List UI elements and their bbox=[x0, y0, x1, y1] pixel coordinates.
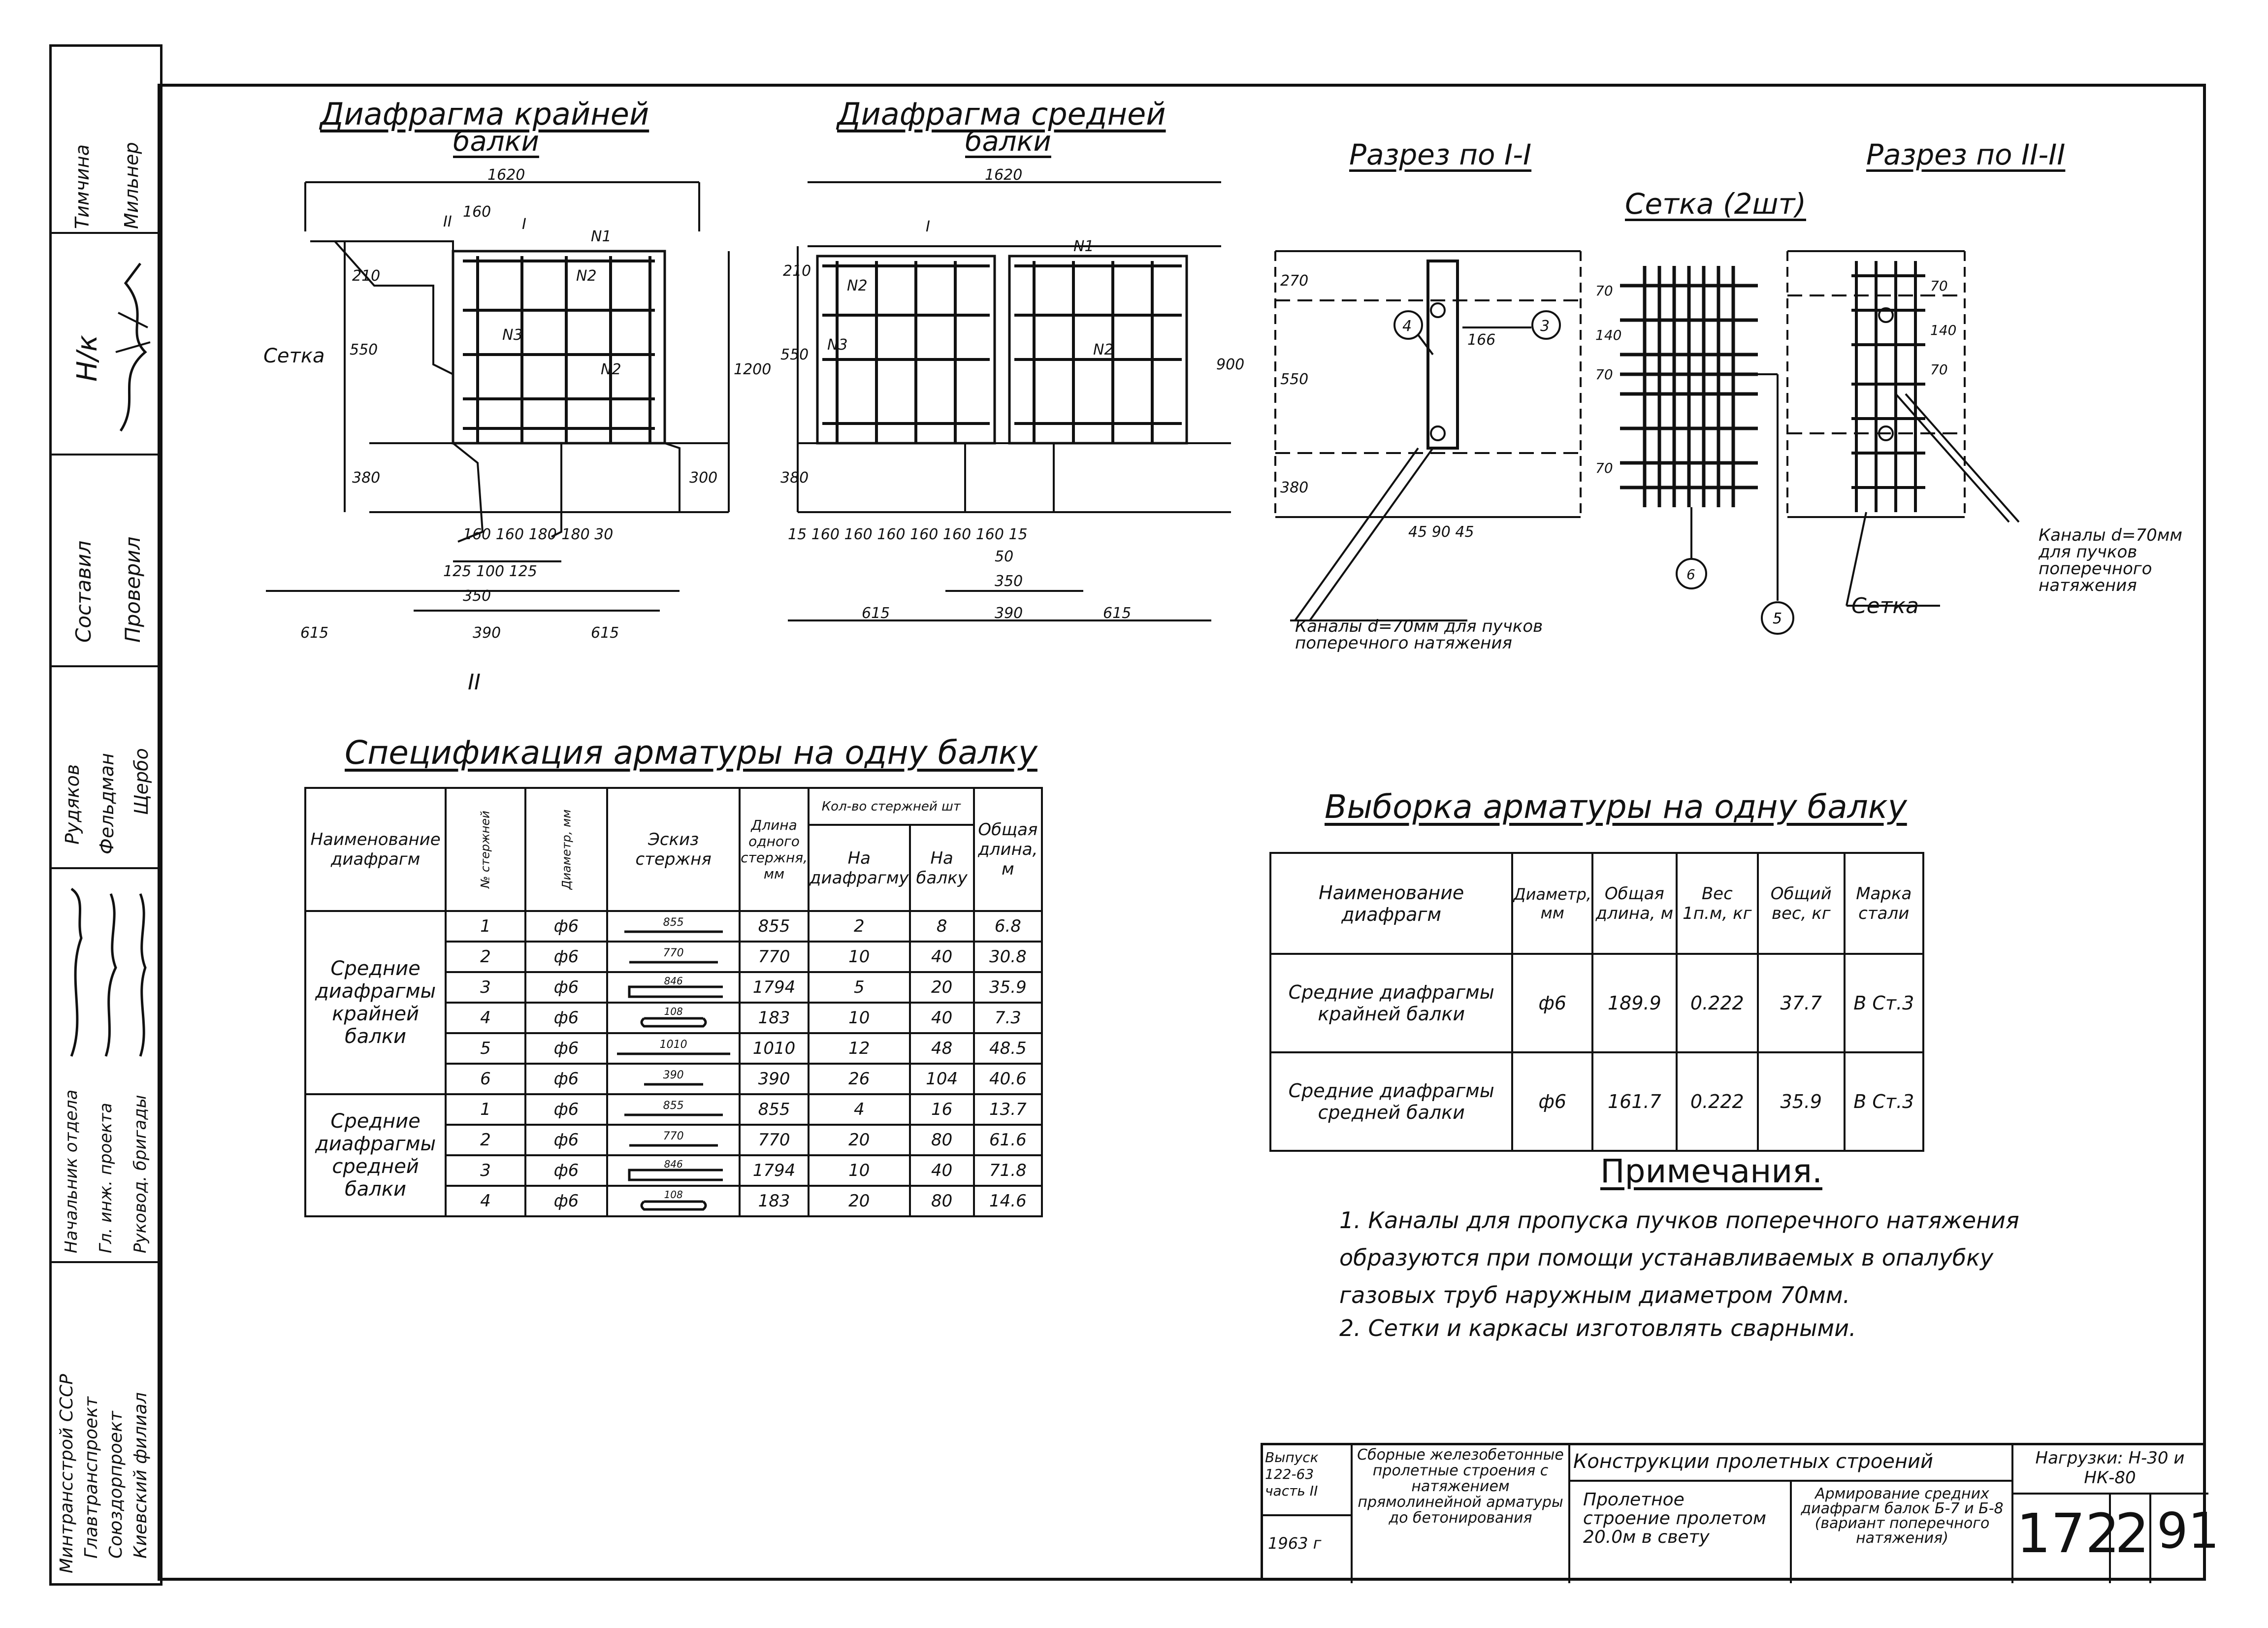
spec-cell: ф6 bbox=[525, 911, 608, 942]
stamp-org-2: Главтранспроект bbox=[81, 1397, 101, 1559]
spec-cell: 26 bbox=[809, 1064, 910, 1094]
outer-title-line1: Диафрагма крайней bbox=[320, 96, 649, 132]
section1-title: Разрез по I-I bbox=[1349, 138, 1532, 171]
outer-dim-1620: 1620 bbox=[487, 167, 525, 184]
stamp-compiled: Составил bbox=[71, 540, 96, 643]
spec-table-title: Спецификация арматуры на одну балку bbox=[345, 734, 1037, 772]
stamp-person-3: Щербо bbox=[130, 748, 152, 815]
spec-sketch bbox=[607, 1003, 740, 1033]
stamp-person-1: Рудяков bbox=[62, 764, 83, 845]
spec-cell: 855 bbox=[740, 911, 809, 942]
outer-label-n3: N3 bbox=[502, 326, 523, 344]
spec-cell: 8 bbox=[910, 911, 974, 942]
section2-dim-140: 140 bbox=[1930, 322, 1957, 338]
spec-cell: 770 bbox=[740, 942, 809, 972]
spec-table bbox=[304, 787, 1043, 1217]
select-cell: 0.222 bbox=[1677, 1052, 1758, 1151]
middle-dim-210: 210 bbox=[783, 262, 811, 280]
outer-dim-125: 125 100 125 bbox=[443, 563, 537, 580]
spec-h-name: Наименование диафрагм bbox=[305, 788, 446, 911]
outer-title-line2: балки bbox=[453, 126, 539, 158]
bar-sketch bbox=[624, 1111, 723, 1118]
tb-sheet-title: Армирование средних диафрагм балок Б-7 и Б-8 (вариант поперечного натяжения) bbox=[1801, 1485, 2004, 1547]
spec-sketch bbox=[607, 1125, 740, 1155]
tb-issue: Выпуск 122-63 часть II bbox=[1265, 1449, 1319, 1499]
table-row bbox=[1270, 954, 1923, 1052]
outer-dim-1200: 1200 bbox=[734, 361, 772, 378]
select-cell: 0.222 bbox=[1677, 954, 1758, 1052]
stamp-person-2: Фельдман bbox=[96, 753, 118, 854]
spec-group-2-name: Средние диафрагмы средней балки bbox=[305, 1094, 446, 1216]
tb-vline-1 bbox=[1351, 1445, 1353, 1583]
outer-label-n2b: N2 bbox=[601, 361, 621, 378]
spec-cell: 80 bbox=[910, 1186, 974, 1216]
sketch-label: 108 bbox=[664, 1006, 683, 1017]
select-h-name: Наименование диафрагм bbox=[1270, 853, 1512, 954]
section2-setka-label: Сетка bbox=[1851, 593, 1919, 619]
spec-cell: ф6 bbox=[525, 1094, 608, 1125]
outer-dim-row: 160 160 180 180 30 bbox=[463, 526, 614, 543]
select-cell: ф6 bbox=[1512, 1052, 1592, 1151]
side-stamp bbox=[49, 44, 162, 1586]
spec-sketch bbox=[607, 1186, 740, 1216]
setka-dim-140: 140 bbox=[1595, 327, 1622, 343]
bar-sketch bbox=[617, 1050, 730, 1057]
spec-cell: 16 bbox=[910, 1094, 974, 1125]
spec-cell: 20 bbox=[809, 1125, 910, 1155]
spec-cell: 20 bbox=[809, 1186, 910, 1216]
tb-year: 1963 г bbox=[1268, 1534, 1322, 1553]
spec-cell: 40 bbox=[910, 1003, 974, 1033]
stamp-row-4 bbox=[52, 667, 160, 869]
spec-cell: 7.3 bbox=[974, 1003, 1042, 1033]
stamp-row-1 bbox=[52, 47, 160, 234]
spec-cell: 6.8 bbox=[974, 911, 1042, 942]
section2-dim-70: 70 bbox=[1930, 278, 1948, 294]
section1-callout-4: 4 bbox=[1402, 318, 1412, 335]
spec-cell: 12 bbox=[809, 1033, 910, 1064]
select-h-weight: Вес 1п.м, кг bbox=[1677, 853, 1758, 954]
spec-h-total: Общая длина, м bbox=[974, 788, 1042, 911]
spec-cell: 5 bbox=[809, 972, 910, 1003]
spec-h-length: Длина одного стержня, мм bbox=[740, 788, 809, 911]
spec-cell: 770 bbox=[740, 1125, 809, 1155]
spec-cell: 1 bbox=[446, 1094, 525, 1125]
spec-sketch bbox=[607, 1033, 740, 1064]
table-row bbox=[305, 1094, 1042, 1125]
spec-h-diam bbox=[525, 788, 608, 911]
outer-diaphragm-drawing bbox=[246, 167, 788, 714]
stamp-name-1: Тимчина bbox=[71, 144, 93, 229]
middle-dim-380: 380 bbox=[780, 469, 809, 487]
spec-cell: 104 bbox=[910, 1064, 974, 1094]
spec-cell: 2 bbox=[446, 1125, 525, 1155]
select-h-total-weight: Общий вес, кг bbox=[1758, 853, 1844, 954]
outer-dim-380: 380 bbox=[352, 469, 381, 487]
middle-dim-615a: 615 bbox=[862, 605, 890, 622]
spec-cell: 183 bbox=[740, 1186, 809, 1216]
section1-dim-bottom: 45 90 45 bbox=[1408, 523, 1474, 541]
tb-vline-4 bbox=[2011, 1445, 2013, 1583]
setka-dim-70: 70 bbox=[1595, 283, 1613, 299]
spec-cell: 40 bbox=[910, 1155, 974, 1186]
middle-dim-550: 550 bbox=[780, 346, 809, 363]
select-cell: 161.7 bbox=[1592, 1052, 1676, 1151]
hook-sketch bbox=[639, 1016, 708, 1029]
middle-dim-1620: 1620 bbox=[985, 167, 1023, 184]
spec-group-1-name: Средние диафрагмы крайней балки bbox=[305, 911, 446, 1094]
spec-cell: 40.6 bbox=[974, 1064, 1042, 1094]
spec-cell: 855 bbox=[740, 1094, 809, 1125]
middle-dim-615b: 615 bbox=[1103, 605, 1132, 622]
sketch-label: 855 bbox=[663, 1100, 684, 1112]
spec-cell: 10 bbox=[809, 942, 910, 972]
tb-divider-issue bbox=[1263, 1514, 1351, 1516]
spec-h-sketch: Эскиз стержня bbox=[607, 788, 740, 911]
spec-cell: 4 bbox=[809, 1094, 910, 1125]
spec-cell: 10 bbox=[809, 1003, 910, 1033]
select-table bbox=[1269, 852, 1924, 1152]
spec-cell: 1794 bbox=[740, 972, 809, 1003]
select-cell: 189.9 bbox=[1592, 954, 1676, 1052]
spec-cell: 1794 bbox=[740, 1155, 809, 1186]
middle-title-line1: Диафрагма средней bbox=[837, 96, 1166, 132]
tb-code1: 172 bbox=[2016, 1502, 2120, 1565]
middle-label-n3: N3 bbox=[827, 336, 848, 354]
table-row bbox=[1270, 1052, 1923, 1151]
spec-cell: 71.8 bbox=[974, 1155, 1042, 1186]
setka-dim-70c: 70 bbox=[1595, 460, 1613, 476]
select-cell: 37.7 bbox=[1758, 954, 1844, 1052]
select-cell: ф6 bbox=[1512, 954, 1592, 1052]
spec-cell: ф6 bbox=[525, 1003, 608, 1033]
spec-cell: 13.7 bbox=[974, 1094, 1042, 1125]
spec-cell: 80 bbox=[910, 1125, 974, 1155]
outer-dim-ii-bottom: II bbox=[468, 670, 481, 695]
spec-cell: ф6 bbox=[525, 1064, 608, 1094]
spec-h-num-text: № стержней bbox=[478, 811, 492, 888]
spec-h-count: Кол-во стержней шт bbox=[809, 788, 974, 825]
spec-sketch bbox=[607, 972, 740, 1003]
sketch-label: 390 bbox=[663, 1069, 684, 1081]
section1-dim-380: 380 bbox=[1280, 479, 1309, 496]
bar-sketch bbox=[629, 1142, 718, 1149]
middle-dim-row: 15 160 160 160 160 160 160 15 bbox=[788, 526, 1028, 543]
spec-h-num bbox=[446, 788, 525, 911]
middle-diaphragm-subtitle bbox=[965, 126, 1051, 158]
spec-cell: 30.8 bbox=[974, 942, 1042, 972]
middle-diaphragm-drawing bbox=[778, 167, 1246, 660]
spec-cell: 3 bbox=[446, 972, 525, 1003]
signature-image bbox=[111, 254, 155, 441]
bar-sketch bbox=[624, 928, 723, 935]
spec-cell: ф6 bbox=[525, 972, 608, 1003]
note-2: 2. Сетки и каркасы изготовлять сварными. bbox=[1339, 1315, 1856, 1341]
note-1: 1. Каналы для пропуска пучков поперечного натяжения образуются при помощи устанавливаемых в опалубку газовых труб наружным диаметром 70мм. bbox=[1339, 1207, 2019, 1308]
spec-cell: 48.5 bbox=[974, 1033, 1042, 1064]
stamp-org-3: Союздорпроект bbox=[106, 1411, 126, 1559]
outer-dim-615a: 615 bbox=[300, 624, 329, 642]
stamp-role-1: Начальник отдела bbox=[62, 1089, 81, 1253]
loop-sketch bbox=[624, 1169, 723, 1181]
middle-dim-900: 900 bbox=[1216, 356, 1245, 373]
middle-dim-i: I bbox=[926, 218, 930, 235]
outer-label-n2: N2 bbox=[576, 267, 597, 285]
spec-cell: 2 bbox=[809, 911, 910, 942]
outer-dim-210: 210 bbox=[352, 267, 381, 285]
outer-dim-ii: II bbox=[443, 213, 452, 230]
spec-cell: ф6 bbox=[525, 1155, 608, 1186]
spec-cell: 61.6 bbox=[974, 1125, 1042, 1155]
bar-sketch bbox=[644, 1081, 703, 1088]
select-cell-name: Средние диафрагмы средней балки bbox=[1270, 1052, 1512, 1151]
tb-series: Сборные железобетонные пролетные строения с натяжением прямолинейной арматуры до бетонирования bbox=[1357, 1446, 1564, 1527]
setka-callout-5: 5 bbox=[1773, 610, 1782, 627]
middle-dim-50: 50 bbox=[995, 548, 1014, 565]
outer-dim-160: 160 bbox=[463, 203, 491, 221]
spec-h-diam-text: Диаметр, мм bbox=[559, 809, 573, 890]
outer-dim-390: 390 bbox=[473, 624, 501, 642]
setka-callout-6: 6 bbox=[1686, 566, 1695, 583]
spec-cell: 20 bbox=[910, 972, 974, 1003]
outer-setka-label: Сетка bbox=[263, 345, 325, 367]
middle-label-n1: N1 bbox=[1073, 238, 1094, 255]
sketch-label: 846 bbox=[664, 1158, 683, 1170]
spec-cell: 5 bbox=[446, 1033, 525, 1064]
tb-vline-2 bbox=[1568, 1445, 1570, 1583]
select-table-title: Выборка арматуры на одну балку bbox=[1325, 788, 1907, 826]
spec-cell: 183 bbox=[740, 1003, 809, 1033]
spec-cell: 1 bbox=[446, 911, 525, 942]
stamp-name-2: Мильнер bbox=[121, 142, 142, 229]
notes-title: Примечания. bbox=[1600, 1152, 1822, 1190]
tb-vline-5 bbox=[2109, 1493, 2111, 1583]
middle-dim-350: 350 bbox=[995, 573, 1023, 590]
spec-cell: 4 bbox=[446, 1003, 525, 1033]
table-row bbox=[305, 911, 1042, 942]
section1-note: Каналы d=70мм для пучков поперечного натяжения bbox=[1295, 617, 1543, 653]
spec-cell: ф6 bbox=[525, 1186, 608, 1216]
section2-dim-70b: 70 bbox=[1930, 361, 1948, 378]
loop-sketch bbox=[624, 985, 723, 998]
select-cell: В Ст.3 bbox=[1845, 954, 1923, 1052]
spec-cell: 35.9 bbox=[974, 972, 1042, 1003]
stamp-row-2 bbox=[52, 234, 160, 456]
setka-drawing bbox=[1590, 256, 1778, 630]
spec-cell: 10 bbox=[809, 1155, 910, 1186]
tb-vline-3 bbox=[1790, 1480, 1792, 1583]
stamp-row-6 bbox=[52, 1263, 160, 1583]
sketch-label: 108 bbox=[664, 1189, 683, 1201]
middle-label-n2b: N2 bbox=[1093, 341, 1114, 358]
section2-title: Разрез по II-II bbox=[1866, 138, 2066, 171]
outer-dim-615b: 615 bbox=[591, 624, 619, 642]
tb-sheet: 91 bbox=[2157, 1502, 2220, 1560]
stamp-checked: Проверил bbox=[121, 536, 145, 643]
spec-sketch bbox=[607, 911, 740, 942]
tb-structure: Пролетное строение пролетом 20.0м в свету bbox=[1583, 1490, 1767, 1547]
section1-callout-3: 3 bbox=[1540, 318, 1550, 335]
tb-vline-6 bbox=[2149, 1493, 2151, 1583]
spec-h-per-diaphragm: На диафрагму bbox=[809, 825, 910, 911]
title-block bbox=[1261, 1443, 2220, 1581]
spec-sketch bbox=[607, 942, 740, 972]
tb-loads: Нагрузки: Н-30 и НК-80 bbox=[2035, 1448, 2185, 1488]
select-cell: В Ст.3 bbox=[1845, 1052, 1923, 1151]
hook-sketch bbox=[639, 1199, 708, 1212]
middle-label-n2: N2 bbox=[847, 277, 868, 294]
outer-dim-350: 350 bbox=[463, 587, 491, 605]
stamp-row-5 bbox=[52, 869, 160, 1263]
stamp-role-3: Руковод. бригады bbox=[130, 1095, 150, 1253]
sketch-label: 855 bbox=[663, 916, 684, 929]
outer-dim-i: I bbox=[522, 216, 526, 233]
select-h-steel: Марка стали bbox=[1845, 853, 1923, 954]
spec-cell: ф6 bbox=[525, 1125, 608, 1155]
outer-label-n1: N1 bbox=[591, 228, 612, 245]
tb-code2: 2 bbox=[2115, 1502, 2149, 1565]
setka-title: Сетка (2шт) bbox=[1625, 187, 1806, 221]
section1-dim-270: 270 bbox=[1280, 272, 1309, 290]
spec-cell: 2 bbox=[446, 942, 525, 972]
spec-cell: 40 bbox=[910, 942, 974, 972]
select-cell: 35.9 bbox=[1758, 1052, 1844, 1151]
outer-dim-300: 300 bbox=[689, 469, 718, 487]
setka-dim-70b: 70 bbox=[1595, 366, 1613, 383]
spec-sketch bbox=[607, 1064, 740, 1094]
stamp-row-3 bbox=[52, 456, 160, 667]
stamp-org-4: Киевский филиал bbox=[130, 1392, 151, 1559]
signatures-image bbox=[57, 879, 155, 1066]
spec-sketch bbox=[607, 1094, 740, 1125]
spec-cell: 1010 bbox=[740, 1033, 809, 1064]
outer-dim-550: 550 bbox=[350, 341, 378, 358]
sketch-label: 846 bbox=[664, 975, 683, 987]
spec-cell: ф6 bbox=[525, 942, 608, 972]
spec-cell: 3 bbox=[446, 1155, 525, 1186]
tb-section-title: Конструкции пролетных строений bbox=[1573, 1450, 1933, 1473]
section1-dim-166: 166 bbox=[1467, 331, 1496, 349]
stamp-org-1: Минтрансстрой СССР bbox=[57, 1374, 77, 1573]
sketch-label: 770 bbox=[663, 1130, 684, 1142]
select-h-diam: Диаметр, мм bbox=[1512, 853, 1592, 954]
spec-h-per-beam: На балку bbox=[910, 825, 974, 911]
spec-cell: 4 bbox=[446, 1186, 525, 1216]
spec-cell: 6 bbox=[446, 1064, 525, 1094]
spec-cell: ф6 bbox=[525, 1033, 608, 1064]
select-cell-name: Средние диафрагмы крайней балки bbox=[1270, 954, 1512, 1052]
outer-diaphragm-subtitle bbox=[453, 126, 539, 158]
sketch-label: 770 bbox=[663, 947, 684, 959]
spec-cell: 14.6 bbox=[974, 1186, 1042, 1216]
sketch-label: 1010 bbox=[659, 1039, 687, 1051]
select-h-len: Общая длина, м bbox=[1592, 853, 1676, 954]
stamp-nk: Н/к bbox=[71, 335, 103, 382]
stamp-role-2: Гл. инж. проекта bbox=[96, 1103, 116, 1253]
spec-cell: 390 bbox=[740, 1064, 809, 1094]
section2-note: Каналы d=70мм для пучков поперечного натяжения bbox=[2039, 525, 2183, 595]
middle-title-line2: балки bbox=[965, 126, 1051, 158]
section1-dim-550: 550 bbox=[1280, 371, 1309, 388]
bar-sketch bbox=[629, 959, 718, 966]
spec-cell: 48 bbox=[910, 1033, 974, 1064]
middle-dim-390: 390 bbox=[995, 605, 1023, 622]
spec-sketch bbox=[607, 1155, 740, 1186]
